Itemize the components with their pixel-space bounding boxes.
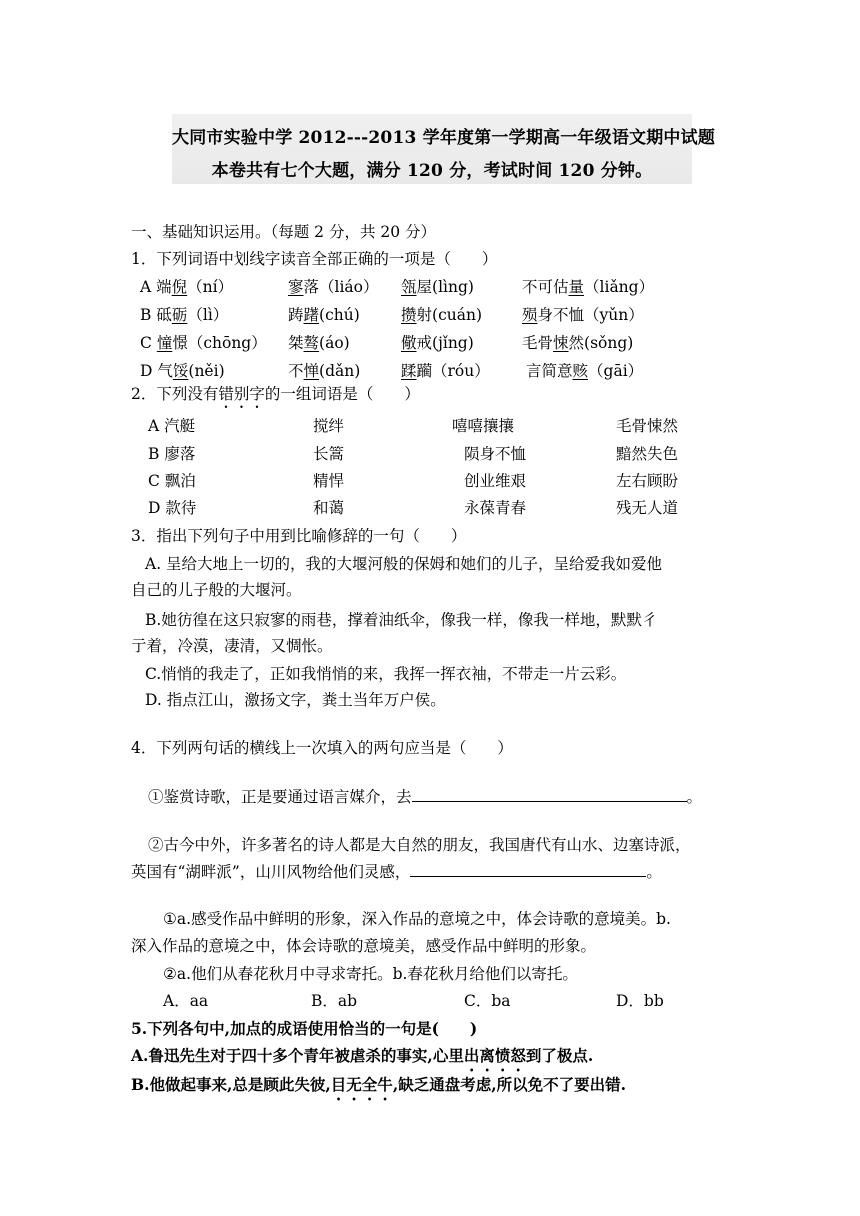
q1-option-d: D 气馁(něi)	[140, 362, 225, 380]
q1-c-item3: 儆戒(jǐng)	[401, 334, 474, 352]
q1-c-item2: 桀骜(áo)	[288, 334, 350, 352]
q3-option-b: B.她彷徨在这只寂寥的雨巷，撑着油纸伞，像我一样，像我一样地，默默彳	[145, 611, 658, 629]
q1-option-b: B 砥砺（lì）	[140, 306, 229, 324]
q3-stem: 3．指出下列句子中用到比喻修辞的一句（ ）	[131, 527, 467, 545]
q1-a-item4: 不可估量（liǎng）	[522, 278, 655, 296]
q1-stem: 1．下列词语中划线字读音全部正确的一项是（ ）	[131, 250, 498, 268]
q2-a-1: A 汽艇	[148, 417, 196, 435]
q1-d-item4: 言简意赅（gāi）	[526, 362, 644, 380]
q2-d-2: 和蔼	[313, 499, 345, 517]
q1-d-item2: 不惮(dǎn)	[288, 362, 361, 380]
q1-b-item4: 殒身不恤（yǔn）	[522, 306, 644, 324]
q2-b-2: 长篙	[313, 445, 345, 463]
q1-a-item2: 寥落（liáo）	[288, 278, 379, 296]
q5-option-a: A.鲁迅先生对于四十多个青年被虐杀的事实,心里出离愤怒到了极点.	[131, 1046, 594, 1065]
q4-sentence-1: ①鉴赏诗歌，正是要通过语言媒介，去 。	[148, 788, 703, 806]
q4-option-group-1: ①a.感受作品中鲜明的形象，深入作品的意境之中，体会诗歌的意境美。b.	[163, 910, 671, 928]
q3-option-a-cont: 自己的儿子般的大堰河。	[131, 581, 302, 599]
q5-option-b: B.他做起事来,总是顾此失彼,目无全牛,缺乏通盘考虑,所以免不了要出错.	[131, 1075, 627, 1094]
exam-title: 大同市实验中学 2012---2013 学年度第一学期高一年级语文期中试题	[172, 128, 716, 148]
q1-option-a: A 端倪（ní）	[140, 278, 234, 296]
section-heading: 一、基础知识运用。（每题 2 分，共 20 分）	[131, 223, 437, 241]
q2-c-3: 创业维艰	[464, 472, 527, 490]
q2-d-4: 残无人道	[616, 499, 679, 517]
q4-choice-b: B．ab	[311, 992, 358, 1010]
q4-choice-a: A．aa	[163, 992, 209, 1010]
q2-c-4: 左右顾盼	[616, 472, 679, 490]
q2-c-1: C 飘泊	[148, 472, 196, 490]
q4-choice-c: C．ba	[464, 992, 511, 1010]
q3-option-d: D. 指点江山，激扬文字，粪土当年万户侯。	[145, 691, 446, 709]
q4-stem: 4．下列两句话的横线上一次填入的两句应当是（ ）	[131, 739, 513, 757]
q2-b-1: B 廖落	[148, 445, 196, 463]
q2-d-1: D 款待	[148, 499, 197, 517]
q2-d-3: 永葆青春	[464, 499, 527, 517]
q5-stem: 5.下列各句中,加点的成语使用恰当的一句是( )	[131, 1019, 478, 1038]
q3-option-c: C.悄悄的我走了，正如我悄悄的来，我挥一挥衣袖，不带走一片云彩。	[145, 665, 627, 683]
q4-option-group-1-cont: 深入作品的意境之中，体会诗歌的意境美，感受作品中鲜明的形象。	[131, 937, 597, 955]
q3-option-a: A. 呈给大地上一切的，我的大堰河般的保姆和她们的儿子，呈给爱我如爱他	[145, 555, 663, 573]
title-banner	[172, 114, 716, 184]
q1-c-item4: 毛骨悚然(sǒng)	[522, 334, 634, 352]
q2-c-2: 精悍	[313, 472, 345, 490]
q4-sentence-2-cont: 英国有“湖畔派”，山川风物给他们灵感， 。	[131, 863, 662, 881]
q1-b-item2: 踌躇(chú)	[288, 306, 360, 324]
q2-a-2: 搅绊	[313, 417, 345, 435]
q2-b-3: 陨身不恤	[464, 445, 527, 463]
q2-a-4: 毛骨悚然	[616, 417, 679, 435]
q2-stem: 2．下列没有错别字的一组词语是（ ）	[131, 385, 420, 403]
q1-option-c: C 憧憬（chōng）	[140, 334, 267, 352]
q1-a-item3: 瓴屋(lìng)	[401, 278, 474, 296]
q4-sentence-2: ②古今中外，许多著名的诗人都是大自然的朋友，我国唐代有山水、边塞诗派，	[148, 836, 691, 854]
q2-a-3: 嘻嘻攘攘	[452, 417, 515, 435]
q4-choice-d: D．bb	[616, 992, 664, 1010]
q4-blank-2	[410, 862, 646, 877]
q4-blank-1	[412, 787, 687, 802]
q1-d-item3: 蹂躏（róu）	[401, 362, 490, 380]
q1-b-item3: 攒射(cuán)	[401, 306, 482, 324]
q3-option-b-cont: 亍着，冷漠，凄清，又惆怅。	[131, 637, 333, 655]
q4-option-group-2: ②a.他们从春花秋月中寻求寄托。b.春花秋月给他们以寄托。	[163, 965, 578, 983]
q2-b-4: 黯然失色	[616, 445, 679, 463]
exam-subtitle: 本卷共有七个大题，满分 120 分，考试时间 120 分钟。	[211, 161, 653, 181]
